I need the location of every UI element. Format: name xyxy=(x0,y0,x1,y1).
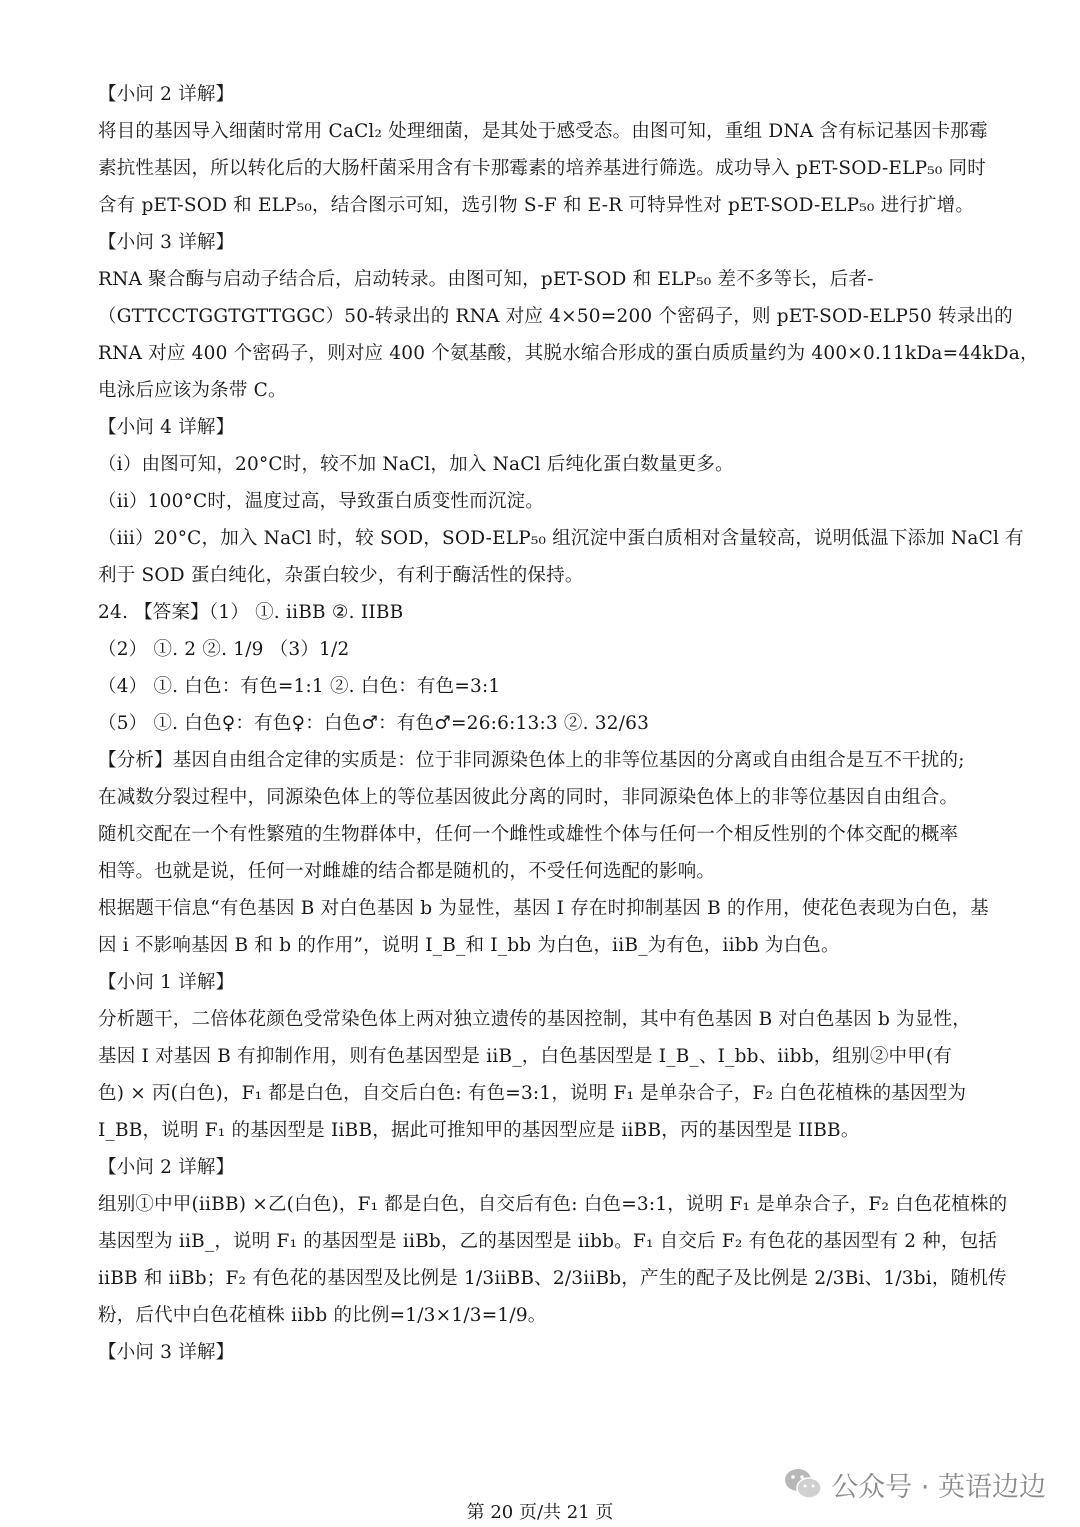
text-line: （iii）20°C，加入 NaCl 时，较 SOD，SOD-ELP₅₀ 组沉淀中蛋白质相对含量较高，说明低温下添加 NaCl 有 xyxy=(98,528,1024,549)
section-heading: 【小问 2 详解】 xyxy=(98,84,235,105)
text-line: 分析题干，二倍体花颜色受常染色体上两对独立遗传的基因控制，其中有色基因 B 对白色基因 b 为显性， xyxy=(98,1009,971,1030)
answer-line: （2） ①. 2 ②. 1/9 （3）1/2 xyxy=(98,639,350,660)
text-line: 基因型为 iiB_，说明 F₁ 的基因型是 iiBb，乙的基因型是 iibb。F₁ 自交后 F₂ 有色花的基因型有 2 种，包括 xyxy=(98,1231,998,1252)
text-line: 随机交配在一个有性繁殖的生物群体中，任何一个雌性或雄性个体与任何一个相反性别的个体交配的概率 xyxy=(98,824,959,845)
text-line: 基因 I 对基因 B 有抑制作用，则有色基因型是 iiB_，白色基因型是 I_B_、I_bb、iibb，组别②中甲(有 xyxy=(98,1046,953,1067)
answer-line: （4） ①. 白色：有色=1:1 ②. 白色：有色=3:1 xyxy=(98,676,501,697)
text-line: （ii）100°C时，温度过高，导致蛋白质变性而沉淀。 xyxy=(98,491,544,512)
document-body xyxy=(98,76,1039,1371)
text-line: 电泳后应该为条带 C。 xyxy=(98,380,287,401)
text-line: 利于 SOD 蛋白纯化，杂蛋白较少，有利于酶活性的保持。 xyxy=(98,565,584,586)
text-line: 【分析】基因自由组合定律的实质是：位于非同源染色体上的非等位基因的分离或自由组合是互不干扰的; xyxy=(98,750,965,771)
watermark-text: 公众号 · 英语边边 xyxy=(831,1471,1046,1503)
section-heading: 【小问 2 详解】 xyxy=(98,1157,235,1178)
text-line: RNA 聚合酶与启动子结合后，启动转录。由图可知，pET-SOD 和 ELP₅₀ 差不多等长，后者- xyxy=(98,269,874,290)
text-line: 组别①中甲(iiBB) ×乙(白色)，F₁ 都是白色，自交后有色: 白色=3:1，说明 F₁ 是单杂合子，F₂ 白色花植株的 xyxy=(98,1194,1008,1215)
answer-line: （5） ①. 白色♀：有色♀：白色♂：有色♂=26:6:13:3 ②. 32/63 xyxy=(98,713,650,734)
text-line: 含有 pET-SOD 和 ELP₅₀，结合图示可知，选引物 S-F 和 E-R 可特异性对 pET-SOD-ELP₅₀ 进行扩增。 xyxy=(98,195,975,216)
text-line: （GTTCCTGGTGTTGGC）50-转录出的 RNA 对应 4×50=200 个密码子，则 pET-SOD-ELP50 转录出的 xyxy=(98,306,1013,327)
text-line: 色) × 丙(白色)，F₁ 都是白色，自交后白色: 有色=3:1，说明 F₁ 是单杂合子，F₂ 白色花植株的基因型为 xyxy=(98,1083,967,1104)
text-line: 将目的基因导入细菌时常用 CaCl₂ 处理细菌，是其处于感受态。由图可知，重组 DNA 含有标记基因卡那霉 xyxy=(98,121,988,142)
section-heading: 【小问 3 详解】 xyxy=(98,1342,235,1363)
page-footer: 第 20 页/共 21 页 xyxy=(466,1502,614,1523)
text-line: 粉，后代中白色花植株 iibb 的比例=1/3×1/3=1/9。 xyxy=(98,1305,547,1326)
text-line: 因 i 不影响基因 B 和 b 的作用”，说明 I_B_和 I_bb 为白色，iiB_为有色，iibb 为白色。 xyxy=(98,935,840,956)
text-line: 在减数分裂过程中，同源染色体上的等位基因彼此分离的同时，非同源染色体上的非等位基因自由组合。 xyxy=(98,787,959,808)
text-line: 根据题干信息“有色基因 B 对白色基因 b 为显性，基因 I 存在时抑制基因 B 的作用，使花色表现为白色，基 xyxy=(98,898,989,919)
text-line: I_BB，说明 F₁ 的基因型是 IiBB，据此可推知甲的基因型应是 iiBB，丙的基因型是 IIBB。 xyxy=(98,1120,860,1141)
answer-line: 24. 【答案】（1） ①. iiBB ②. IIBB xyxy=(98,602,404,623)
text-line: （i）由图可知，20°C时，较不加 NaCl，加入 NaCl 后纯化蛋白数量更多。 xyxy=(98,454,734,475)
section-heading: 【小问 4 详解】 xyxy=(98,417,235,438)
text-line: RNA 对应 400 个密码子，则对应 400 个氨基酸，其脱水缩合形成的蛋白质质量约为 400×0.11kDa=44kDa， xyxy=(98,343,1039,364)
wechat-icon xyxy=(783,1467,823,1501)
section-heading: 【小问 3 详解】 xyxy=(98,232,235,253)
section-heading: 【小问 1 详解】 xyxy=(98,972,235,993)
text-line: 素抗性基因，所以转化后的大肠杆菌采用含有卡那霉素的培养基进行筛选。成功导入 pET-SOD-ELP₅₀ 同时 xyxy=(98,158,986,179)
text-line: 相等。也就是说，任何一对雌雄的结合都是随机的，不受任何选配的影响。 xyxy=(98,861,716,882)
text-line: iiBB 和 iiBb；F₂ 有色花的基因型及比例是 1/3iiBB、2/3iiBb，产生的配子及比例是 2/3Bi、1/3bi，随机传 xyxy=(98,1268,1007,1289)
